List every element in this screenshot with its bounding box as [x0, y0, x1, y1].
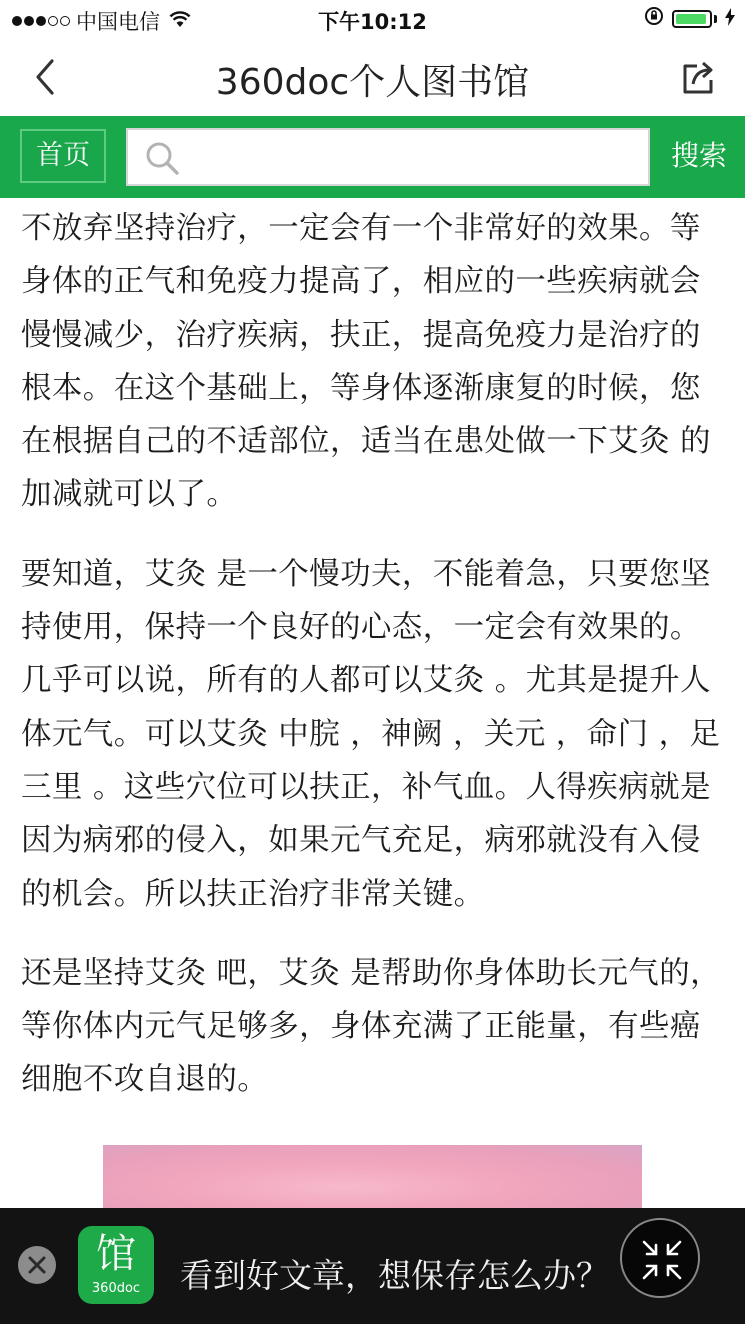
charging-icon	[725, 7, 735, 31]
app-logo[interactable]	[78, 1226, 154, 1304]
status-bar	[0, 0, 745, 38]
search-icon	[144, 140, 180, 180]
page-title: 360doc个人图书馆	[215, 62, 530, 103]
battery-tip	[714, 15, 717, 23]
article-body	[21, 202, 726, 1133]
home-button[interactable]: 首页	[20, 129, 106, 183]
search-button[interactable]: 搜索	[670, 139, 727, 172]
minimize-icon	[640, 1238, 684, 1282]
article-image	[103, 1145, 642, 1215]
app-logo-text: 360doc	[91, 1281, 141, 1296]
article-paragraph: 还是坚持艾灸 吧，艾灸 是帮助你身体助长元气的，等你体内元气足够多，身体充满了正能量，有些癌细胞不攻自退的。	[21, 955, 721, 1098]
search-bar	[0, 116, 745, 198]
share-icon	[679, 58, 719, 98]
share-button[interactable]	[679, 58, 719, 98]
search-input[interactable]	[190, 130, 642, 186]
close-icon	[18, 1246, 56, 1284]
nav-bar	[0, 38, 745, 117]
search-field[interactable]	[126, 128, 650, 186]
app-logo-glyph: 馆	[96, 1231, 136, 1277]
battery-icon	[672, 10, 712, 28]
clock: 下午10:12	[318, 10, 427, 34]
article-paragraph: 要知道，艾灸 是一个慢功夫，不能着急，只要您坚持使用，保持一个良好的心态，一定会有效果的。几乎可以说，所有的人都可以艾灸 。尤其是提升人体元气。可以艾灸 中脘 ，神阙 ，关元 ，命门 ，足三里 。这些穴位可以扶正，补气血。人得疾病就是因为病邪的侵入，如果元气充足，病邪就没有入侵的机会。所以扶正治疗非常关键。	[21, 556, 721, 912]
close-banner-button[interactable]	[18, 1246, 56, 1284]
promo-banner	[0, 1208, 745, 1324]
minimize-button[interactable]	[620, 1218, 700, 1298]
promo-message[interactable]: 看到好文章，想保存怎么办？	[180, 1256, 609, 1295]
article-paragraph: 不放弃坚持治疗，一定会有一个非常好的效果。等身体的正气和免疫力提高了，相应的一些疾病就会慢慢减少，治疗疾病，扶正，提高免疫力是治疗的根本。在这个基础上，等身体逐渐康复的时候，您在根据自己的不适部位，适当在患处做一下艾灸 的加减就可以了。	[21, 211, 711, 513]
carrier-label: 中国电信	[76, 10, 160, 34]
status-right	[644, 6, 735, 31]
rotation-lock-icon	[644, 6, 664, 31]
